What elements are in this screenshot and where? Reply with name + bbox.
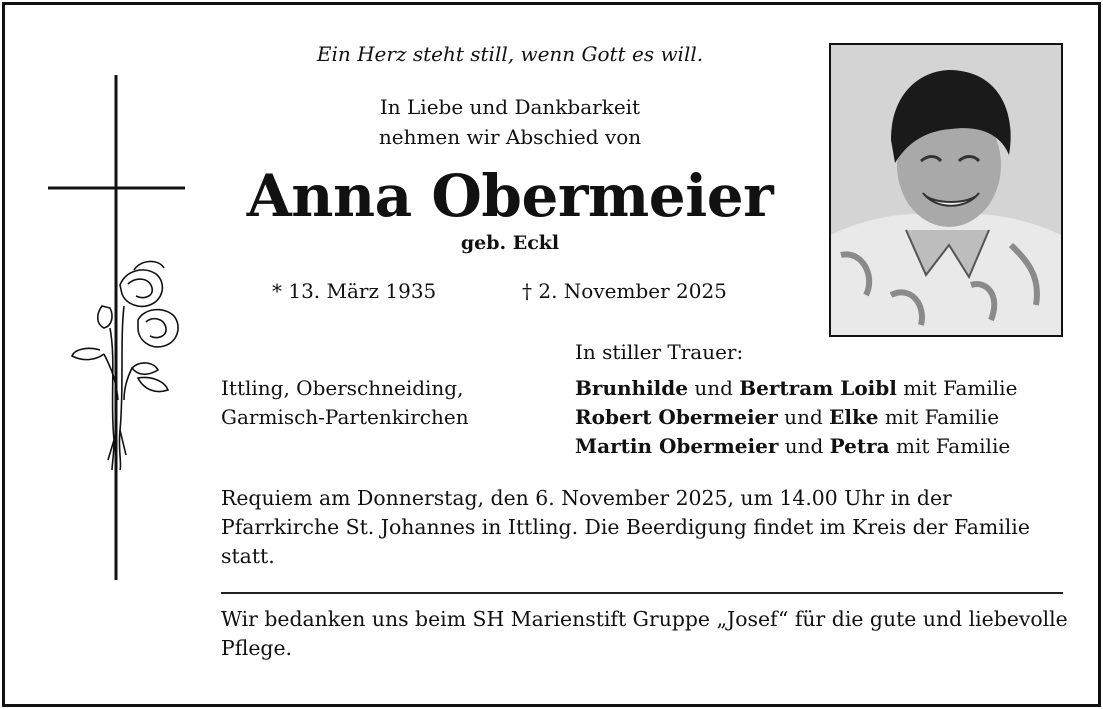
mourner-line: Brunhilde und Bertram Loibl mit Familie	[575, 376, 1018, 400]
motto: Ein Herz steht still, wenn Gott es will.	[316, 42, 704, 66]
maiden-name: geb. Eckl	[460, 232, 560, 254]
portrait-photo	[829, 43, 1063, 337]
birth-date: * 13. März 1935	[272, 279, 437, 303]
requiem-text: Requiem am Donnerstag, den 6. November 2025, um 14.00 Uhr in der Pfarrkirche St. Johannes in Ittling. Die Beerdigung findet im Kreis der Familie statt.	[221, 486, 1030, 568]
intro-line: In Liebe und Dankbarkeit	[379, 95, 641, 119]
places	[221, 374, 469, 432]
intro-line: nehmen wir Abschied von	[378, 125, 642, 149]
intro-text	[210, 92, 810, 152]
cross-icon	[40, 70, 200, 590]
thanks-text: Wir bedanken uns beim SH Marienstift Gruppe „Josef“ für die gute und liebevolle Pflege.	[221, 607, 1068, 660]
place-line: Ittling, Oberschneiding,	[221, 376, 464, 400]
roses-icon	[72, 261, 178, 470]
mourner-line: Martin Obermeier und Petra mit Familie	[575, 434, 1011, 458]
death-date: † 2. November 2025	[522, 279, 727, 303]
divider	[221, 592, 1063, 594]
deceased-name: Anna Obermeier	[246, 162, 774, 230]
portrait-image	[831, 45, 1061, 335]
mourner-line: Robert Obermeier und Elke mit Familie	[575, 405, 1000, 429]
cross-with-roses	[40, 70, 200, 590]
mourners-heading: In stiller Trauer:	[575, 340, 744, 364]
mourners-list	[575, 374, 1017, 461]
place-line: Garmisch-Partenkirchen	[221, 405, 469, 429]
